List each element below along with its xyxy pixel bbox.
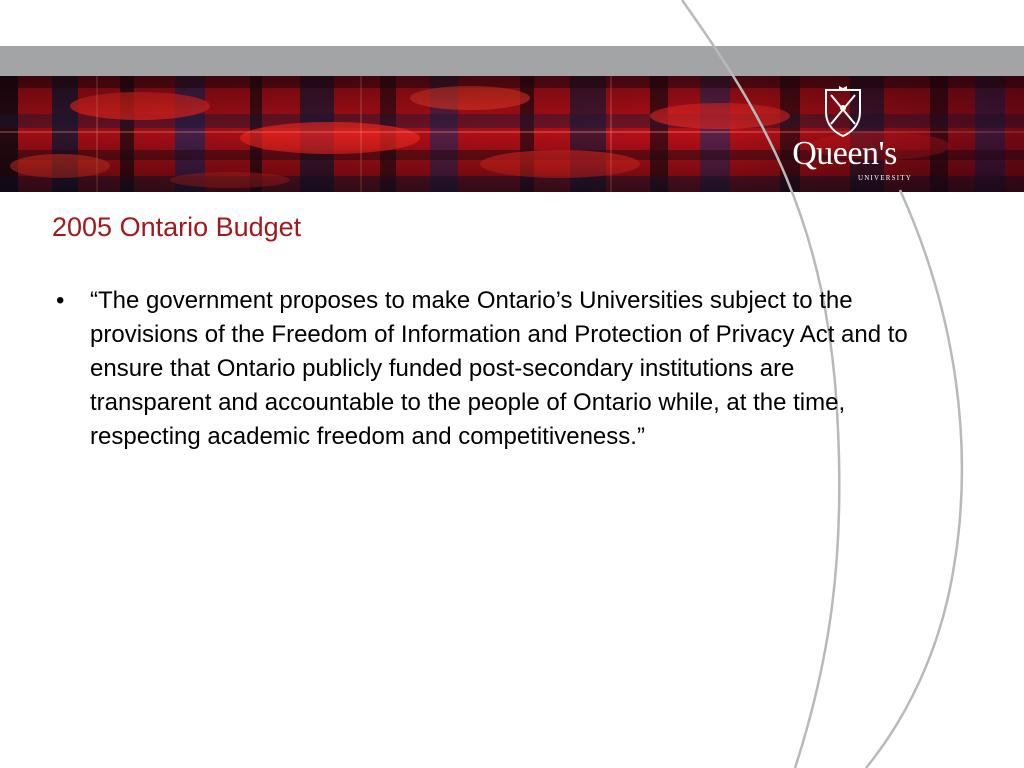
slide-title: 2005 Ontario Budget	[52, 212, 302, 242]
header-gray-band	[0, 46, 1024, 76]
logo-wordmark: Queen's	[792, 135, 897, 172]
logo-subtitle: UNIVERSITY	[858, 174, 912, 182]
bullet-item	[52, 284, 922, 454]
queens-crest-icon	[822, 86, 864, 138]
bullet-text: “The government proposes to make Ontario’s Universities subject to the provisions of the Freedom of Information and Protection of Privacy Act and to ensure that Ontario publicly funded post-secondary institutions are transparent and accountable to the people of Ontario while, at the time, respecting academic freedom and competitiveness.”	[90, 287, 908, 450]
queens-university-logo	[772, 86, 917, 186]
bullet-marker: •	[56, 287, 65, 314]
bullet-list	[52, 284, 922, 454]
